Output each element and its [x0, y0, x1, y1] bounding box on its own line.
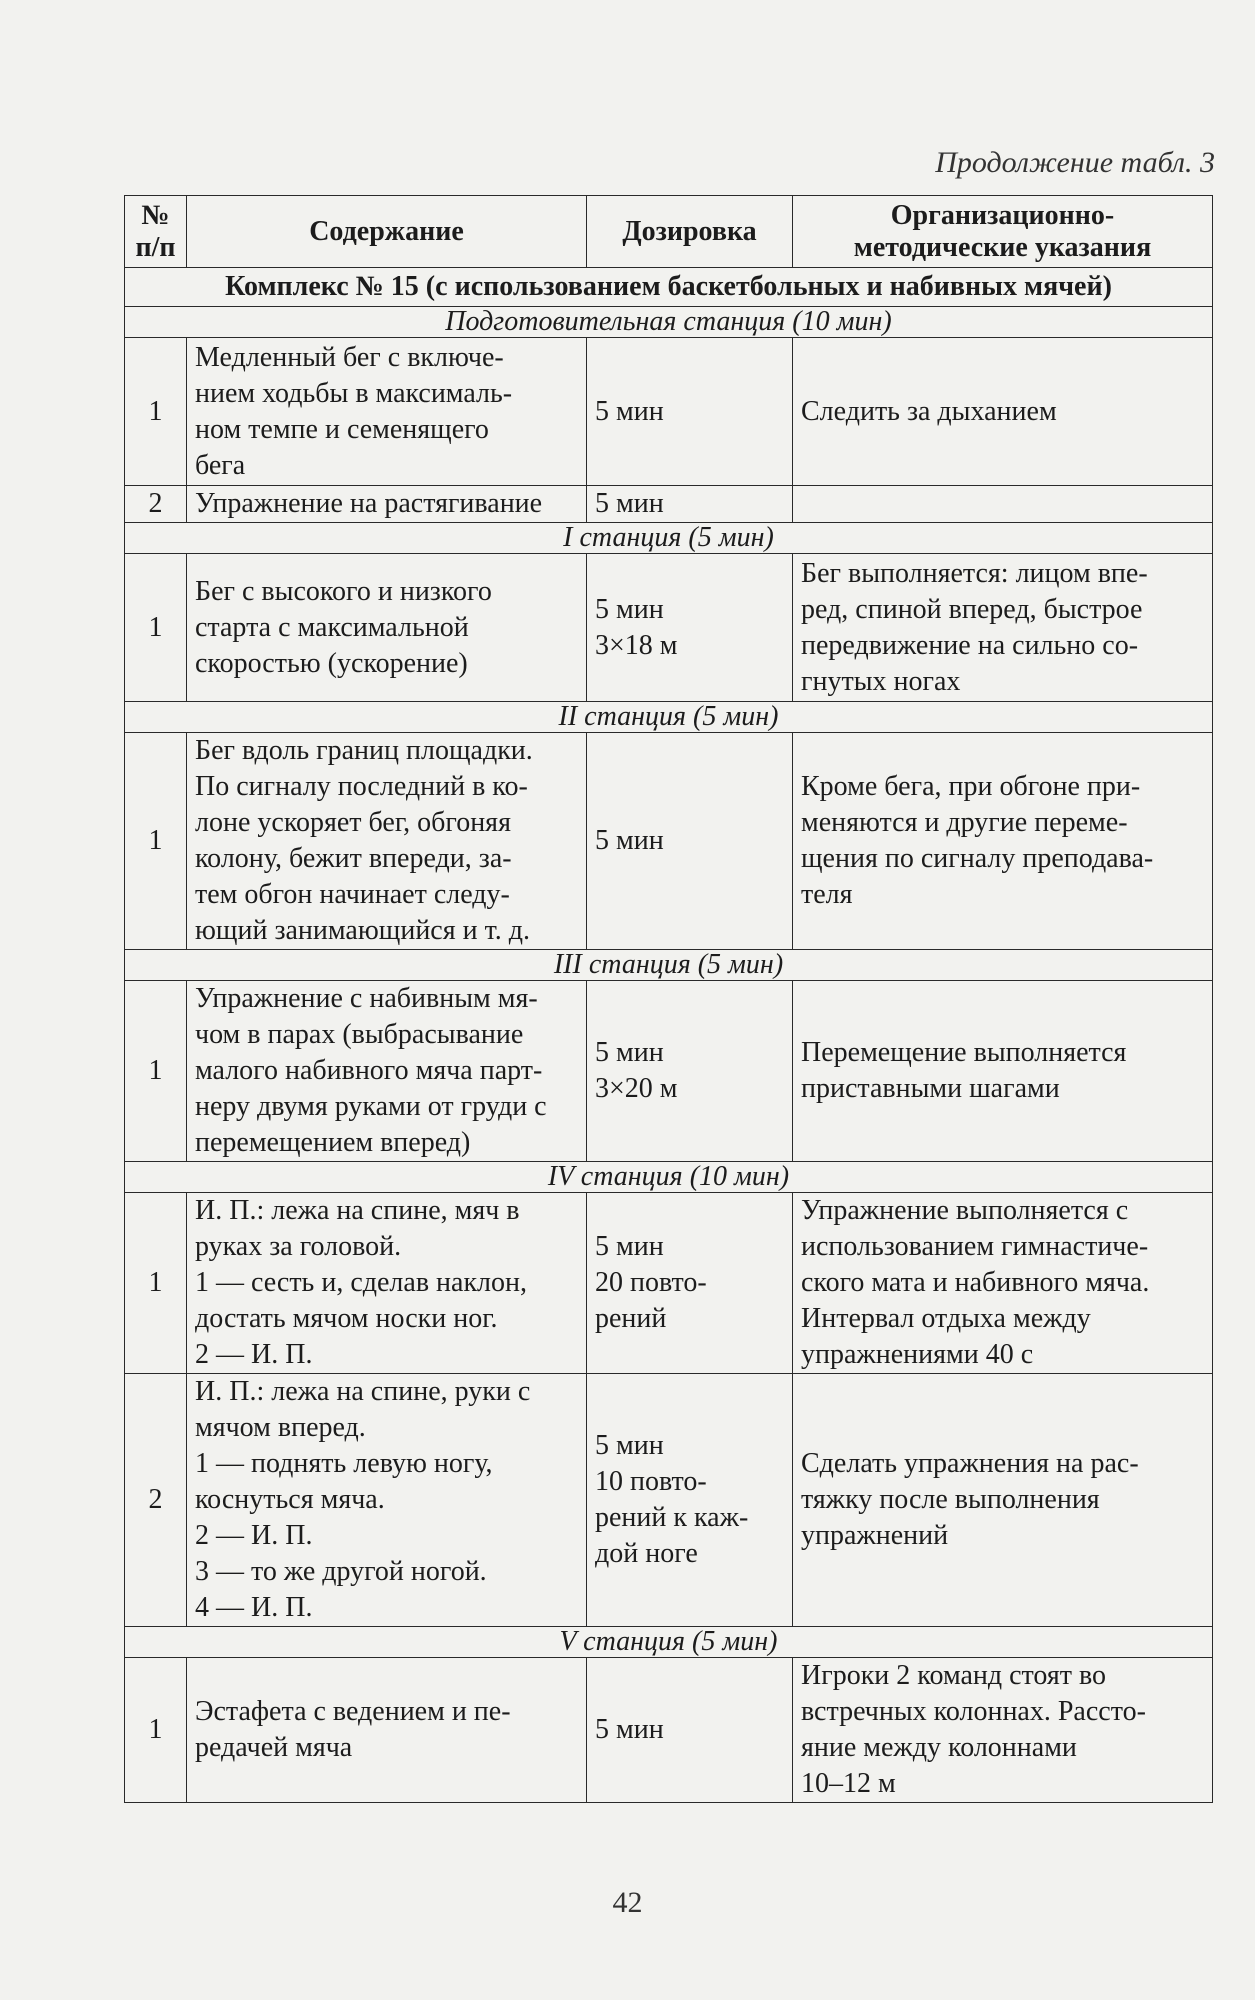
cell-content: Упражнение на растягивание	[187, 486, 587, 523]
cell-dosage: 5 мин	[587, 733, 793, 950]
cell-content: Эстафета с ведением и пе- редачей мяча	[187, 1658, 587, 1803]
table-row	[125, 1658, 1213, 1803]
station-title-row	[125, 307, 1213, 338]
cell-content: Бег вдоль границ площадки. По сигналу последний в ко- лоне ускоряет бег, обгоняя колону, бежит впереди, за- тем обгон начинает следу- ющий занимающийся и т. д.	[187, 733, 587, 950]
table-row	[125, 486, 1213, 523]
cell-content: И. П.: лежа на спине, руки с мячом вперед. 1 — поднять левую ногу, коснуться мяча. 2 — И. П. 3 — то же другой ногой. 4 — И. П.	[187, 1374, 587, 1627]
table-caption: Продолжение табл. 3	[935, 146, 1215, 179]
cell-notes: Упражнение выполняется с использованием гимнастиче- ского мата и набивного мяча. Интервал отдыха между упражнениями 40 с	[793, 1193, 1213, 1374]
cell-dosage: 5 мин	[587, 1658, 793, 1803]
station-title-row	[125, 523, 1213, 554]
table-row	[125, 1374, 1213, 1627]
header-num: № п/п	[125, 196, 187, 268]
cell-num: 1	[125, 1658, 187, 1803]
cell-dosage: 5 мин 20 повто- рений	[587, 1193, 793, 1374]
station-title-row	[125, 1162, 1213, 1193]
cell-dosage: 5 мин	[587, 338, 793, 486]
station-title-row	[125, 950, 1213, 981]
cell-num: 2	[125, 1374, 187, 1627]
header-content: Содержание	[187, 196, 587, 268]
station-title: III станция (5 мин)	[125, 950, 1213, 981]
header-notes: Организационно- методические указания	[793, 196, 1213, 268]
table-row	[125, 1193, 1213, 1374]
cell-dosage: 5 мин 3×18 м	[587, 554, 793, 702]
table-row	[125, 981, 1213, 1162]
cell-notes: Бег выполняется: лицом впе- ред, спиной вперед, быстрое передвижение на сильно со- гнутых ногах	[793, 554, 1213, 702]
cell-dosage: 5 мин 3×20 м	[587, 981, 793, 1162]
header-dosage: Дозировка	[587, 196, 793, 268]
cell-notes	[793, 486, 1213, 523]
table-row	[125, 338, 1213, 486]
cell-notes: Перемещение выполняется приставными шагами	[793, 981, 1213, 1162]
table-row	[125, 733, 1213, 950]
cell-content: Бег с высокого и низкого старта с максимальной скоростью (ускорение)	[187, 554, 587, 702]
complex-title-row	[125, 268, 1213, 307]
cell-content: Медленный бег с включе- нием ходьбы в максималь- ном темпе и семенящего бега	[187, 338, 587, 486]
cell-notes: Игроки 2 команд стоят во встречных колоннах. Рассто- яние между колоннами 10–12 м	[793, 1658, 1213, 1803]
station-title: IV станция (10 мин)	[125, 1162, 1213, 1193]
page-number: 42	[612, 1886, 643, 1919]
cell-num: 1	[125, 338, 187, 486]
cell-notes: Следить за дыханием	[793, 338, 1213, 486]
cell-notes: Кроме бега, при обгоне при- меняются и другие переме- щения по сигналу преподава- теля	[793, 733, 1213, 950]
station-title: II станция (5 мин)	[125, 702, 1213, 733]
cell-dosage: 5 мин	[587, 486, 793, 523]
station-title: I станция (5 мин)	[125, 523, 1213, 554]
table-row	[125, 554, 1213, 702]
cell-num: 2	[125, 486, 187, 523]
cell-dosage: 5 мин 10 повто- рений к каж- дой ноге	[587, 1374, 793, 1627]
exercise-table	[124, 195, 1213, 1803]
complex-title: Комплекс № 15 (с использованием баскетбольных и набивных мячей)	[125, 268, 1213, 307]
station-title: V станция (5 мин)	[125, 1627, 1213, 1658]
station-title: Подготовительная станция (10 мин)	[125, 307, 1213, 338]
cell-num: 1	[125, 981, 187, 1162]
cell-num: 1	[125, 1193, 187, 1374]
cell-notes: Сделать упражнения на рас- тяжку после выполнения упражнений	[793, 1374, 1213, 1627]
header-row	[125, 196, 1213, 268]
cell-content: Упражнение с набивным мя- чом в парах (выбрасывание малого набивного мяча парт- неру двумя руками от груди с перемещением вперед)	[187, 981, 587, 1162]
cell-num: 1	[125, 733, 187, 950]
cell-content: И. П.: лежа на спине, мяч в руках за головой. 1 — сесть и, сделав наклон, достать мячом носки ног. 2 — И. П.	[187, 1193, 587, 1374]
station-title-row	[125, 702, 1213, 733]
station-title-row	[125, 1627, 1213, 1658]
cell-num: 1	[125, 554, 187, 702]
